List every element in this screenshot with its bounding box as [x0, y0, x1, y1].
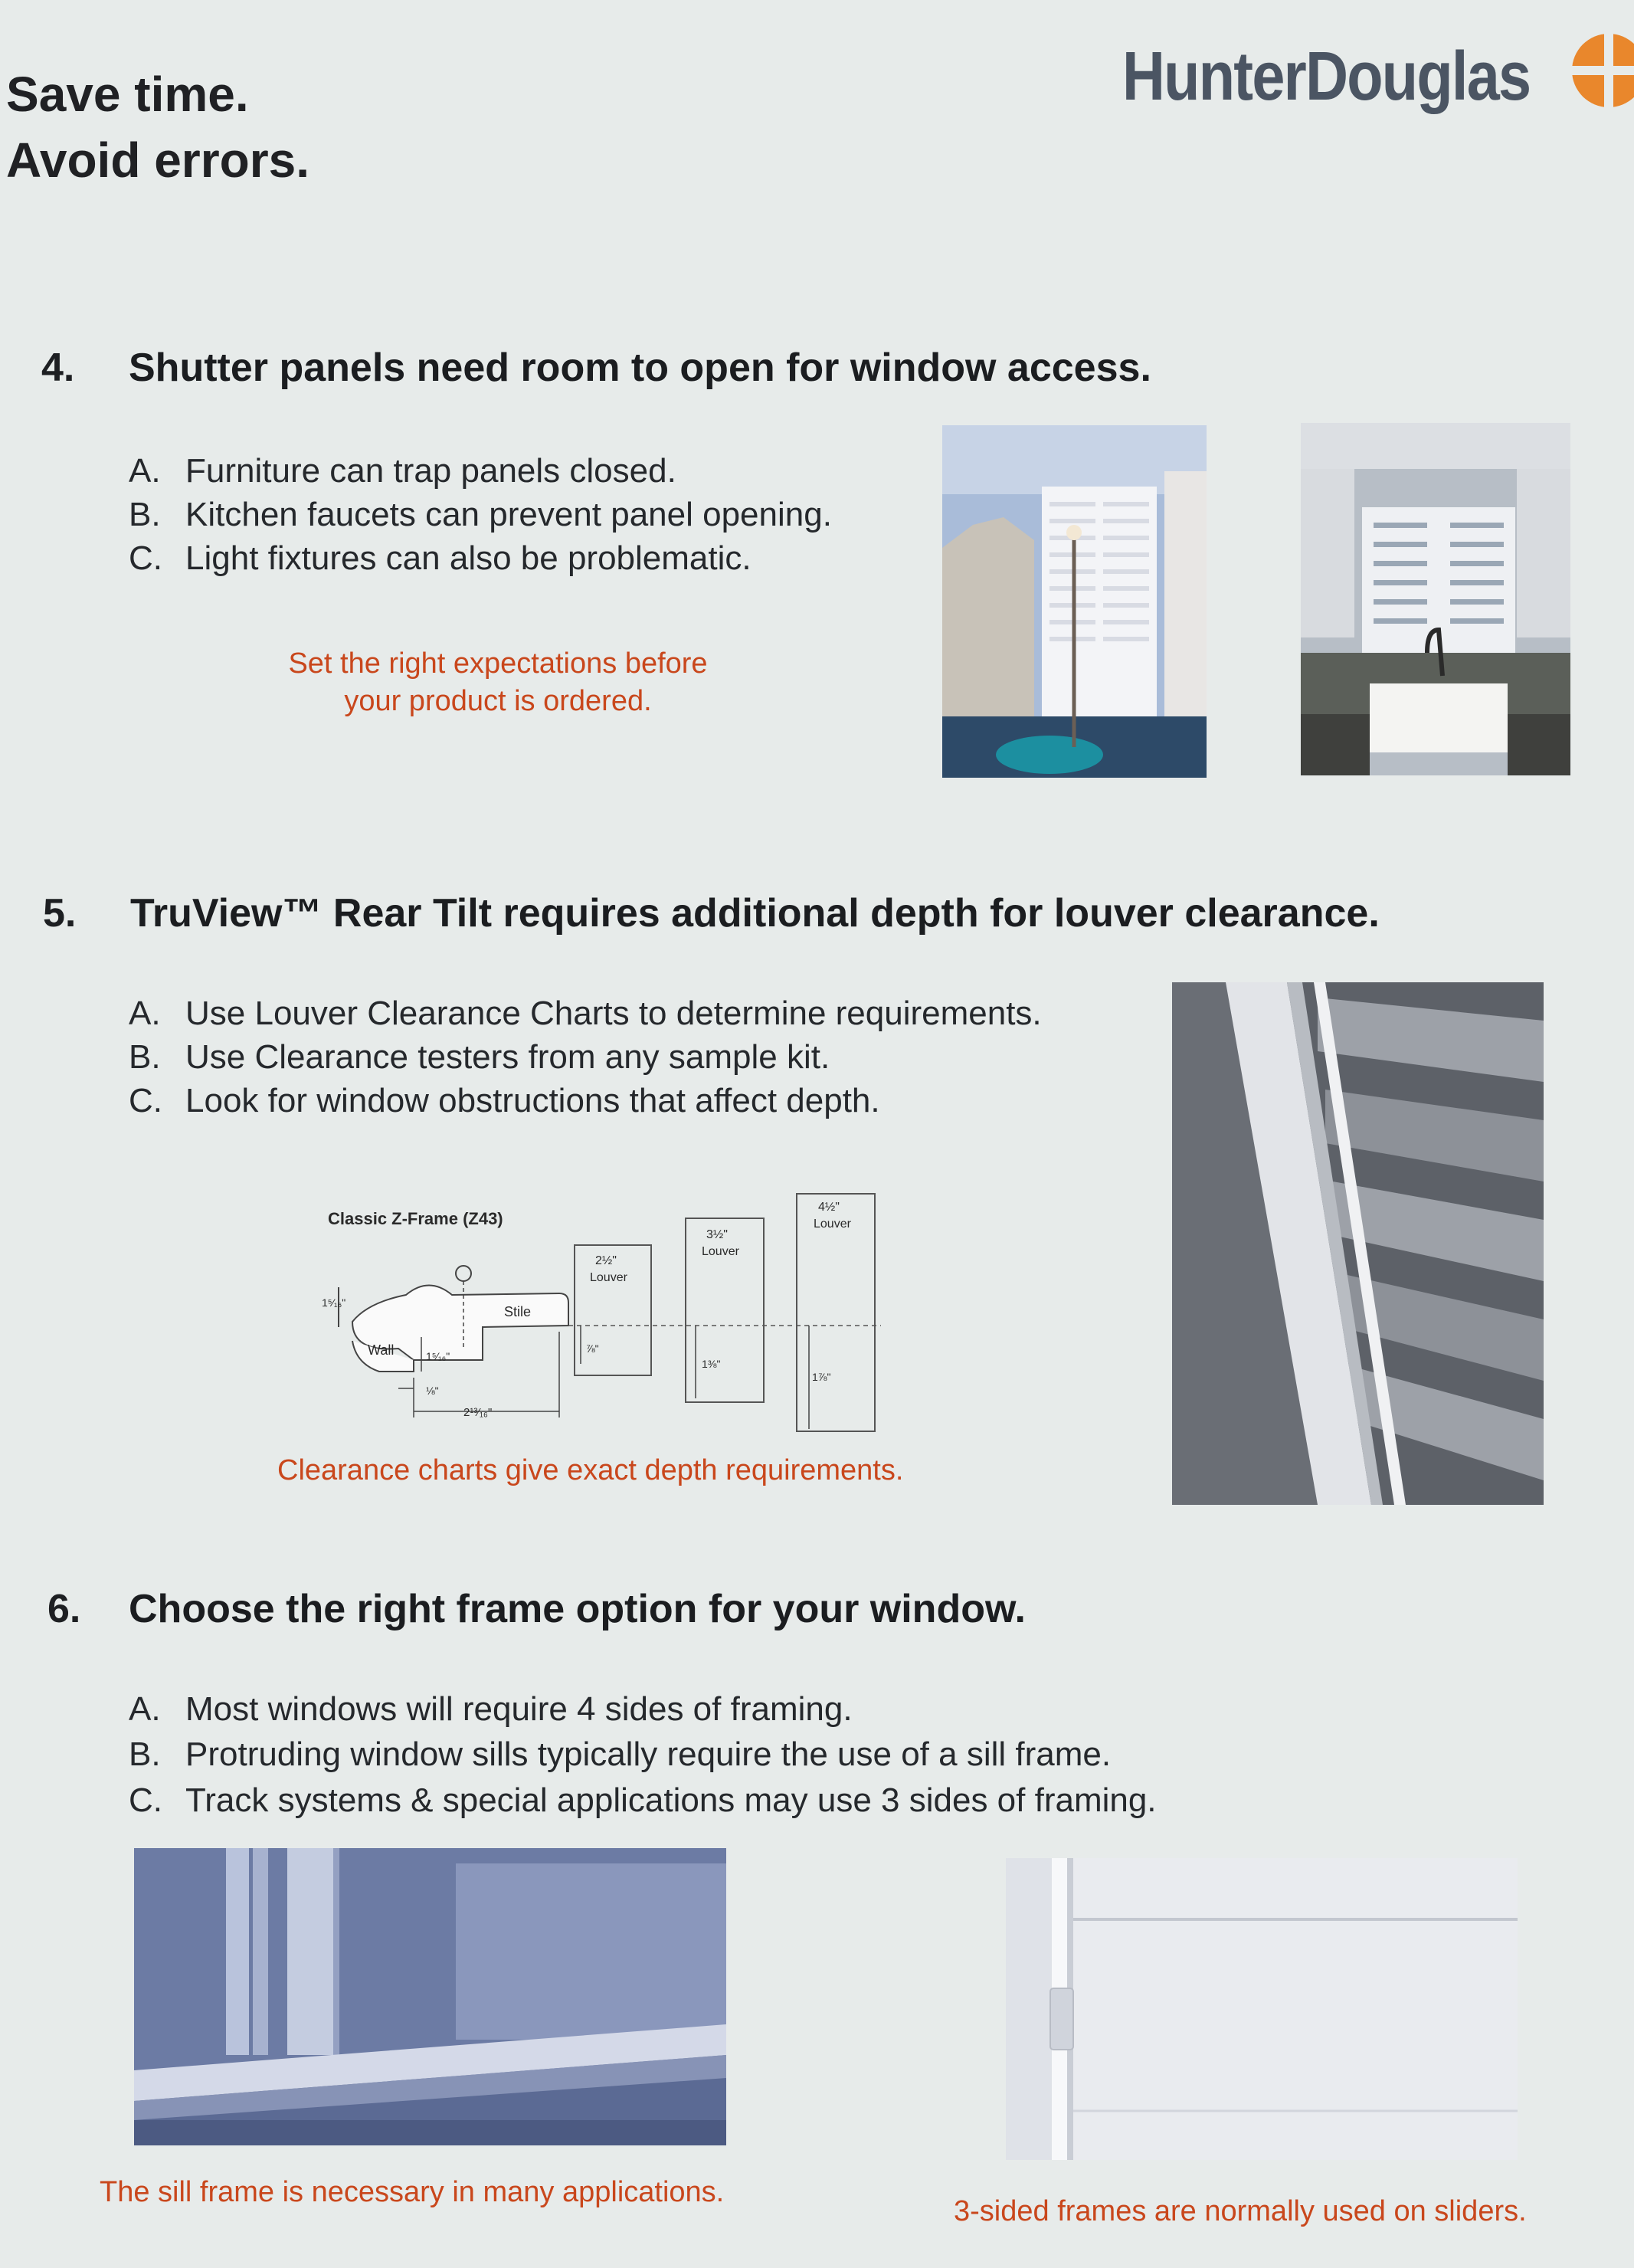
diagram-dim-left: 1⁵⁄₁₆" — [322, 1296, 346, 1309]
section-6-title: Choose the right frame option for your window. — [129, 1587, 1026, 1631]
diagram-louver1-word: Louver — [590, 1271, 627, 1284]
diagram-louver2-word: Louver — [702, 1245, 739, 1258]
section-5-number: 5. — [43, 891, 77, 936]
brand-mark-icon — [1570, 32, 1634, 109]
sill-frame-photo — [134, 1848, 726, 2145]
section-6-item-c: C. Track systems & special applications may use 3 sides of framing. — [129, 1781, 1157, 1819]
diagram-louver1-size: 2½" — [595, 1254, 617, 1267]
section-4-title: Shutter panels need room to open for window access. — [129, 346, 1151, 390]
hunter-douglas-logo — [1122, 31, 1596, 123]
section-5-title: TruView™ Rear Tilt requires additional depth for louver clearance. — [130, 891, 1380, 936]
diagram-dim-inner: 1⁵⁄₁₆" — [426, 1350, 450, 1362]
section-5-item-b: B. Use Clearance testers from any sample kit. — [129, 1038, 830, 1076]
diagram-louver1-depth: ⅞" — [586, 1342, 599, 1355]
living-room-shutter-photo — [942, 425, 1207, 778]
three-sided-frame-note: 3-sided frames are normally used on sliders. — [954, 2195, 1527, 2227]
louver-closeup-photo — [1172, 982, 1544, 1505]
header-avoid-errors: Avoid errors. — [6, 133, 309, 188]
section-5-note: Clearance charts give exact depth requirements. — [277, 1454, 904, 1486]
section-6-item-a: A. Most windows will require 4 sides of framing. — [129, 1690, 853, 1728]
three-sided-frame-photo — [1006, 1858, 1518, 2160]
diagram-louver3-word: Louver — [814, 1218, 851, 1231]
section-6-item-b: B. Protruding window sills typically require the use of a sill frame. — [129, 1735, 1112, 1773]
diagram-dim-small: ⅛" — [426, 1385, 439, 1397]
header-save-time: Save time. — [6, 67, 249, 122]
louver-clearance-diagram — [322, 1188, 889, 1440]
section-5-item-a: A. Use Louver Clearance Charts to determine requirements. — [129, 995, 1042, 1032]
section-4-item-b: B. Kitchen faucets can prevent panel opening. — [129, 496, 832, 533]
diagram-louver2-size: 3½" — [706, 1228, 728, 1241]
diagram-wall-label: Wall — [368, 1342, 395, 1358]
brand-name: HunterDouglas — [1122, 38, 1531, 115]
diagram-dim-bottom: 2¹³⁄₁₆" — [463, 1406, 493, 1419]
section-5-item-c: C. Look for window obstructions that affect depth. — [129, 1082, 880, 1119]
diagram-title: Classic Z-Frame (Z43) — [328, 1209, 503, 1228]
section-4-number: 4. — [41, 346, 75, 390]
section-6-number: 6. — [47, 1587, 81, 1631]
section-4-item-c: C. Light fixtures can also be problematic. — [129, 539, 752, 577]
diagram-louver2-depth: 1⅜" — [702, 1358, 721, 1370]
diagram-louver3-size: 4½" — [818, 1201, 840, 1214]
sill-frame-note: The sill frame is necessary in many applications. — [100, 2176, 725, 2208]
section-4-note: Set the right expectations before your product is ordered. — [288, 647, 708, 717]
kitchen-shutter-photo — [1301, 423, 1570, 775]
diagram-louver3-depth: 1⅞" — [812, 1371, 831, 1383]
section-4-item-a: A. Furniture can trap panels closed. — [129, 452, 676, 490]
diagram-stile-label: Stile — [504, 1304, 532, 1319]
